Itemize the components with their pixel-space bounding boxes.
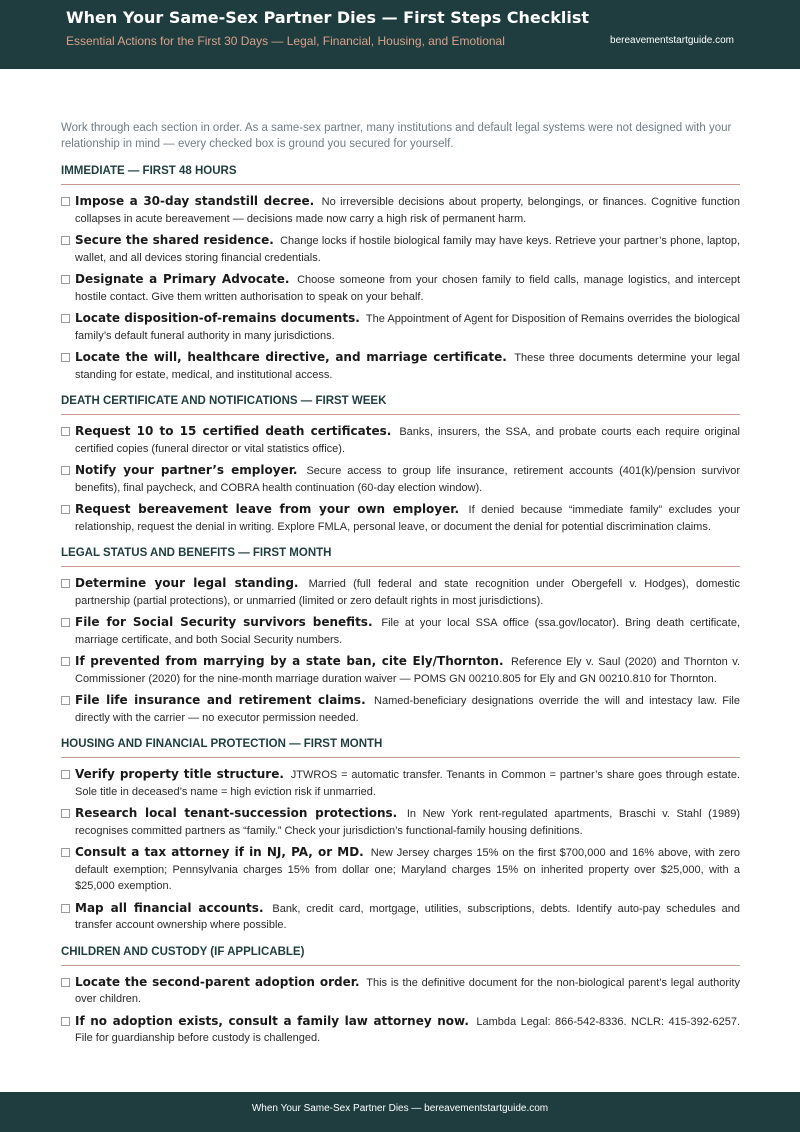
item-lead: Impose a 30-day standstill decree. bbox=[75, 194, 315, 208]
checkbox[interactable] bbox=[61, 427, 70, 436]
item-lead: If no adoption exists, consult a family law attorney now. bbox=[75, 1013, 469, 1028]
intro-text: Work through each section in order. As a same-sex partner, many institutions and default legal systems were not designed with your relationship in mind — every checked box is ground you secured for yourself. bbox=[61, 122, 732, 150]
checklist-section bbox=[61, 738, 740, 934]
checklist-item bbox=[61, 462, 740, 496]
item-lead: Map all financial accounts. bbox=[75, 900, 264, 915]
item-body: Secure access to group life insurance, retirement accounts (401(k)/pension survivor benefits), final paycheck, and COBRA health continuation (60-day election window). bbox=[75, 465, 740, 494]
checklist-item bbox=[61, 844, 740, 895]
item-body: This is the definitive document for the non-biological parent’s legal authority over children. bbox=[75, 976, 740, 1005]
checklist-item bbox=[61, 310, 740, 344]
footer-text: When Your Same-Sex Partner Dies — bereavementstartguide.com bbox=[251, 1103, 549, 1114]
section-title: LEGAL STATUS AND BENEFITS — FIRST MONTH bbox=[61, 547, 740, 567]
item-lead: Request bereavement leave from your own employer. bbox=[75, 502, 460, 516]
checklist-sections bbox=[61, 165, 740, 1047]
section-title: HOUSING AND FINANCIAL PROTECTION — FIRST MONTH bbox=[61, 738, 740, 758]
checklist-item bbox=[61, 1013, 740, 1047]
checklist-section bbox=[61, 165, 740, 383]
item-body: Married (full federal and state recognition under Obergefell v. Hodges), domestic partnership (partial protections), or unmarried (limited or zero default rights in most jurisdictions). bbox=[75, 578, 741, 607]
checkbox[interactable] bbox=[61, 505, 70, 514]
item-lead: Consult a tax attorney if in NJ, PA, or MD. bbox=[75, 845, 364, 859]
item-lead: Locate the second-parent adoption order. bbox=[75, 974, 360, 989]
checkbox[interactable] bbox=[61, 466, 70, 475]
item-lead: Request 10 to 15 certified death certificates. bbox=[75, 424, 392, 438]
site-url[interactable]: bereavementstartguide.com bbox=[610, 35, 734, 46]
page-header bbox=[0, 0, 800, 69]
item-lead: Verify property title structure. bbox=[75, 767, 284, 781]
checkbox[interactable] bbox=[61, 353, 70, 362]
checkbox[interactable] bbox=[61, 904, 70, 913]
checkbox[interactable] bbox=[61, 848, 70, 857]
item-body: Reference Ely v. Saul (2020) and Thornton v. Commissioner (2020) for the nine-month marriage duration waiver — POMS GN 00210.805 for Ely and GN 00210.810 for Thornton. bbox=[75, 656, 740, 685]
section-title: IMMEDIATE — FIRST 48 HOURS bbox=[61, 165, 740, 185]
checklist-item bbox=[61, 653, 740, 687]
item-lead: If prevented from marrying by a state ban, cite Ely/Thornton. bbox=[75, 654, 504, 668]
checklist-item bbox=[61, 692, 740, 726]
checklist-item bbox=[61, 232, 740, 266]
checklist-item bbox=[61, 271, 740, 305]
checklist-item bbox=[61, 575, 740, 609]
item-body: Bank, credit card, mortgage, utilities, subscriptions, debts. Identify auto-pay schedules and transfer account ownership where possible. bbox=[75, 902, 740, 931]
checkbox[interactable] bbox=[61, 236, 70, 245]
item-lead: File for Social Security survivors benefits. bbox=[75, 615, 373, 629]
item-body: No irreversible decisions about property, belongings, or finances. Cognitive function collapses in acute bereavement — decisions made now carry a high risk of permanent harm. bbox=[75, 196, 741, 225]
checklist-item bbox=[61, 805, 740, 839]
item-body: The Appointment of Agent for Disposition of Remains overrides the biological family’s default funeral authority in many jurisdictions. bbox=[75, 313, 740, 342]
item-lead: Determine your legal standing. bbox=[75, 576, 299, 590]
section-title: DEATH CERTIFICATE AND NOTIFICATIONS — FIRST WEEK bbox=[61, 395, 740, 415]
item-body: New Jersey charges 15% on the first $700,000 and 16% above, with zero default exemption; Pennsylvania charges 15% from dollar one; Maryland charges 15% on inherited property over $25,000, with a $25,000 exemption. bbox=[75, 847, 741, 892]
checklist-section bbox=[61, 946, 740, 1047]
item-body: In New York rent-regulated apartments, Braschi v. Stahl (1989) recognises committed partners as “family.” Check your jurisdiction’s functional-family housing definitions. bbox=[75, 808, 740, 837]
checkbox[interactable] bbox=[61, 770, 70, 779]
checklist-item bbox=[61, 349, 740, 383]
item-body: Choose someone from your chosen family to field calls, manage logistics, and intercept hostile contact. Give them written authorisation to speak on your behalf. bbox=[75, 274, 740, 303]
checkbox[interactable] bbox=[61, 314, 70, 323]
section-title: CHILDREN AND CUSTODY (IF APPLICABLE) bbox=[61, 946, 740, 966]
item-lead: Notify your partner’s employer. bbox=[75, 463, 298, 477]
checkbox[interactable] bbox=[61, 618, 70, 627]
checklist-item bbox=[61, 501, 740, 535]
item-body: JTWROS = automatic transfer. Tenants in Common = partner’s share goes through estate. Sole title in deceased’s name = high eviction risk if unmarried. bbox=[75, 769, 740, 798]
checkbox[interactable] bbox=[61, 657, 70, 666]
item-lead: Secure the shared residence. bbox=[75, 233, 274, 247]
item-lead: Locate the will, healthcare directive, and marriage certificate. bbox=[75, 350, 507, 364]
item-lead: Designate a Primary Advocate. bbox=[75, 272, 290, 286]
checklist-item bbox=[61, 614, 740, 648]
item-body: If denied because “immediate family” excludes your relationship, request the denial in writing. Explore FMLA, personal leave, or document the denial for potential discrimination claims. bbox=[75, 504, 740, 533]
item-lead: Research local tenant-succession protections. bbox=[75, 806, 398, 820]
checklist-section bbox=[61, 547, 740, 726]
checkbox[interactable] bbox=[61, 275, 70, 284]
item-body: Lambda Legal: 866-542-8336. NCLR: 415-392-6257. File for guardianship before custody is challenged. bbox=[75, 1015, 741, 1044]
item-body: File at your local SSA office (ssa.gov/locator). Bring death certificate, marriage certificate, and both Social Security numbers. bbox=[75, 617, 740, 646]
checkbox[interactable] bbox=[61, 978, 70, 987]
checklist-item bbox=[61, 766, 740, 800]
checklist-content bbox=[61, 120, 740, 1059]
checkbox[interactable] bbox=[61, 809, 70, 818]
item-lead: Locate disposition-of-remains documents. bbox=[75, 311, 360, 325]
item-body: These three documents determine your legal standing for estate, medical, and institutional access. bbox=[75, 352, 740, 381]
item-body: Named-beneficiary designations override the will and intestacy law. File directly with the carrier — no executor permission needed. bbox=[75, 695, 740, 724]
checklist-section bbox=[61, 395, 740, 535]
checkbox[interactable] bbox=[61, 197, 70, 206]
checkbox[interactable] bbox=[61, 696, 70, 705]
checkbox[interactable] bbox=[61, 579, 70, 588]
checklist-item bbox=[61, 193, 740, 227]
page-footer bbox=[0, 1092, 800, 1132]
page-subtitle: Essential Actions for the First 30 Days — Legal, Financial, Housing, and Emotional bbox=[66, 34, 505, 48]
item-body: Change locks if hostile biological family may have keys. Retrieve your partner’s phone, laptop, wallet, and all devices storing financial credentials. bbox=[75, 235, 740, 264]
checkbox[interactable] bbox=[61, 1017, 70, 1026]
page-title: When Your Same-Sex Partner Dies — First Steps Checklist bbox=[66, 8, 590, 27]
item-lead: File life insurance and retirement claims. bbox=[75, 693, 366, 707]
item-body: Banks, insurers, the SSA, and probate courts each require original certified copies (funeral director or vital statistics office). bbox=[75, 426, 740, 455]
checklist-item bbox=[61, 423, 740, 457]
checklist-item bbox=[61, 974, 740, 1008]
checklist-item bbox=[61, 900, 740, 934]
